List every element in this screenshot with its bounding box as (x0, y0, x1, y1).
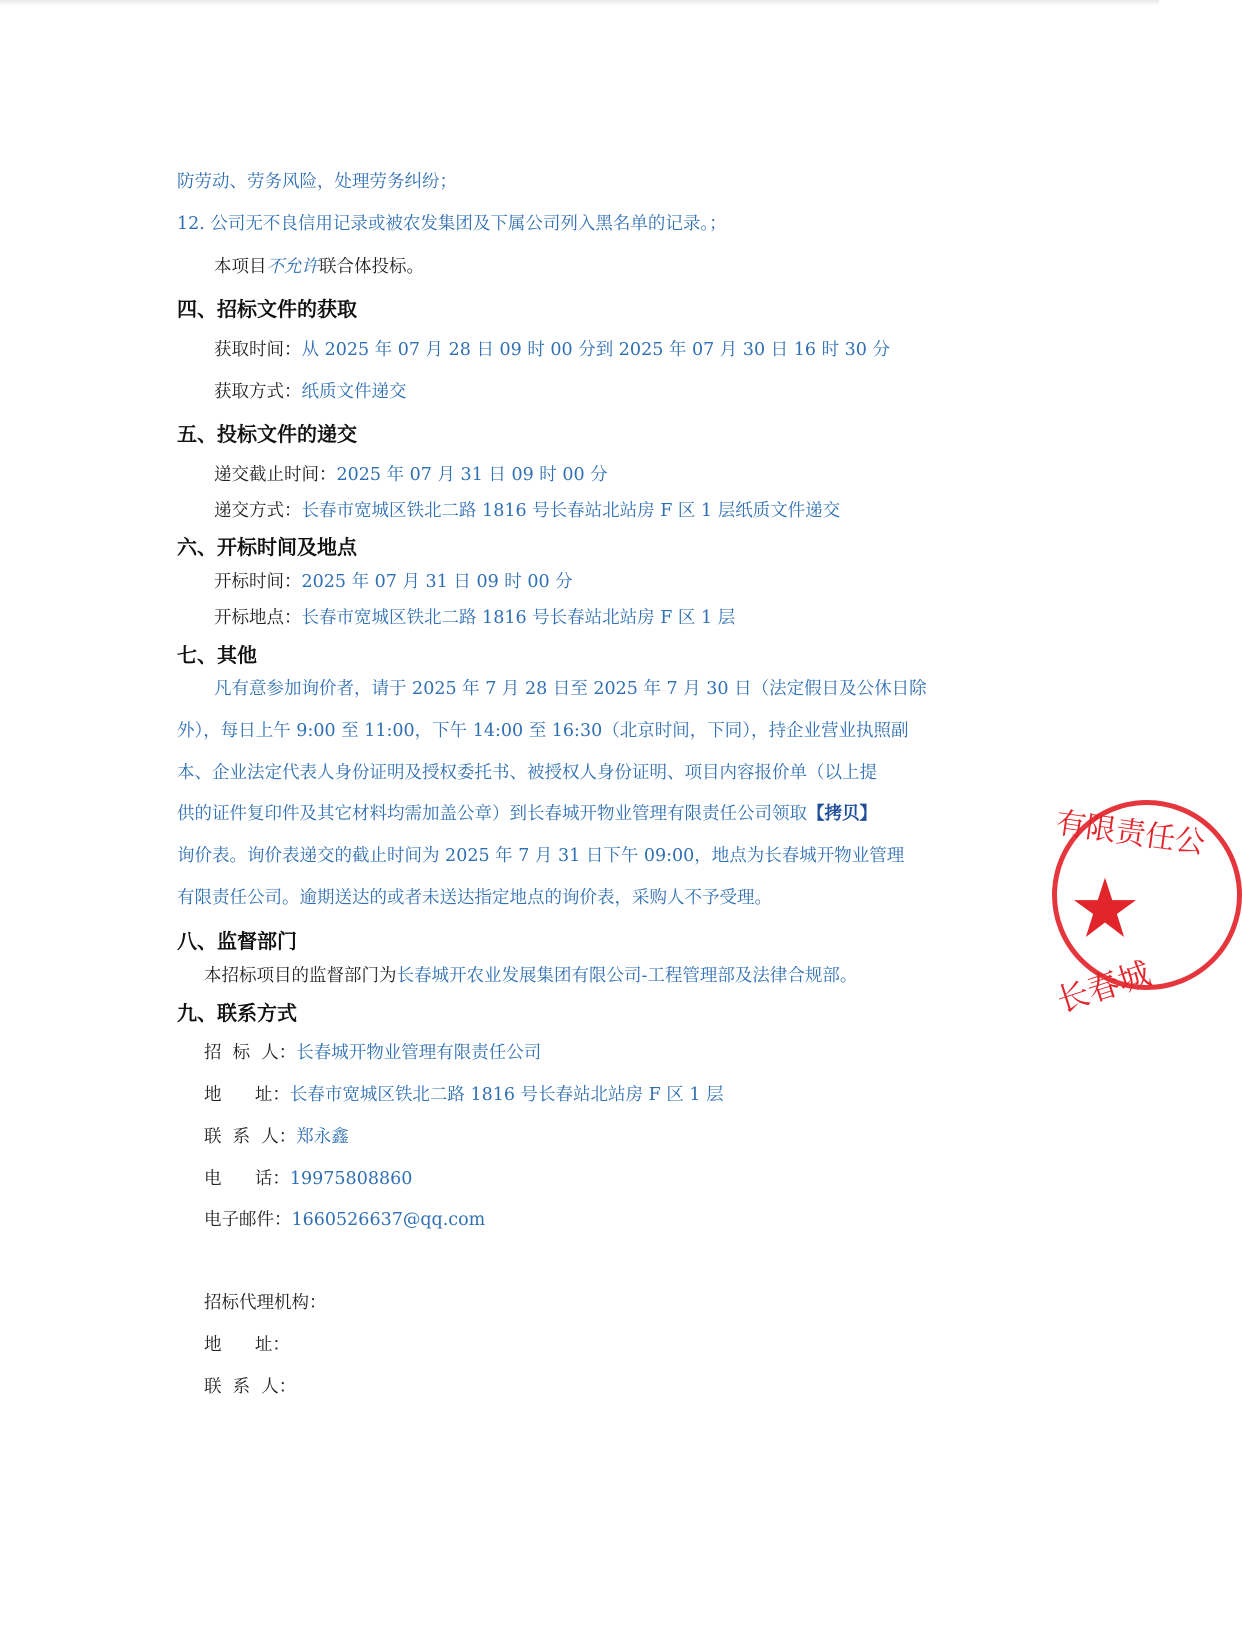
agency-address-label: 地 址： (204, 1335, 290, 1355)
obtain-time-value: 从 2025 年 07 月 28 日 09 时 00 分到 2025 年 07 月 30 日 16 时 30 分 (301, 340, 890, 360)
opening-place-label: 开标地点： (214, 608, 302, 628)
obtain-method-row (214, 380, 407, 404)
submit-method-value: 长春市宽城区铁北二路 1816 号长春站北站房 F 区 1 层纸质文件递交 (301, 501, 841, 521)
email-row (204, 1208, 485, 1232)
other-para-line-1: 凡有意参加询价者，请于 2025 年 7 月 28 日至 2025 年 7 月 30 日（法定假日及公休日除 (214, 679, 927, 699)
submit-method-row (214, 499, 840, 523)
supervision-row (204, 964, 857, 988)
agency-contact-label: 联 系 人： (204, 1377, 297, 1397)
opening-time-label: 开标时间： (214, 572, 302, 592)
address-label: 地 址： (204, 1085, 290, 1105)
other-para-line-3: 本、企业法定代表人身份证明及授权委托书、被授权人身份证明、项目内容报价单（以上提 (177, 763, 877, 783)
supervision-value: 长春城开农业发展集团有限公司-工程管理部及法律合规部。 (396, 966, 858, 986)
phone-value: 19975808860 (289, 1169, 413, 1189)
requirement-12-text: 12. 公司无不良信用记录或被农发集团及下属公司列入黑名单的记录。； (177, 214, 727, 234)
phone-label: 电 话： (204, 1169, 290, 1189)
obtain-method-value: 纸质文件递交 (301, 382, 407, 402)
opening-time-value: 2025 年 07 月 31 日 09 时 00 分 (301, 572, 573, 592)
company-seal-top-text: 有限责任公 (1053, 805, 1208, 862)
contact-row (204, 1125, 349, 1149)
supervision-prefix: 本招标项目的监督部门为 (204, 966, 397, 986)
copy-bracket: 【拷贝】 (807, 804, 877, 824)
opening-place-row (214, 606, 735, 630)
section-6-heading: 六、开标时间及地点 (177, 535, 357, 559)
other-para-line-5: 询价表。询价表递交的截止时间为 2025 年 7 月 31 日下午 09:00，地点为长春城开物业管理 (177, 846, 905, 866)
obtain-time-label: 获取时间： (214, 340, 302, 360)
section-4-heading: 四、招标文件的获取 (177, 297, 357, 321)
bidder-label: 招 标 人： (204, 1043, 297, 1063)
email-value: 1660526637@qq.com (291, 1210, 486, 1230)
submit-deadline-label: 递交截止时间： (214, 465, 337, 485)
consortium-suffix: 联合体投标。 (319, 257, 424, 277)
continuation-line (177, 170, 457, 194)
section-5-heading: 五、投标文件的递交 (177, 422, 357, 446)
phone-row (204, 1167, 412, 1191)
section-9-heading: 九、联系方式 (177, 1001, 297, 1025)
address-row (204, 1083, 724, 1107)
opening-time-row (214, 570, 573, 594)
section-7-heading: 七、其他 (177, 643, 257, 667)
other-para-line-2: 外），每日上午 9:00 至 11:00，下午 14:00 至 16:30（北京时间，下同），持企业营业执照副 (177, 721, 909, 741)
bidder-row (204, 1041, 541, 1065)
company-seal-bottom-text: 长春城 (1052, 953, 1156, 1020)
section-8-heading: 八、监督部门 (177, 929, 297, 953)
opening-place-value: 长春市宽城区铁北二路 1816 号长春站北站房 F 区 1 层 (301, 608, 736, 628)
consortium-statement (214, 255, 424, 279)
obtain-method-label: 获取方式： (214, 382, 302, 402)
address-value: 长春市宽城区铁北二路 1816 号长春站北站房 F 区 1 层 (289, 1085, 724, 1105)
consortium-emphasis: 不允许 (266, 257, 319, 277)
consortium-prefix: 本项目 (214, 257, 267, 277)
agency-label: 招标代理机构： (204, 1293, 327, 1313)
obtain-time-row (214, 338, 890, 362)
submit-method-label: 递交方式： (214, 501, 302, 521)
submit-deadline-row (214, 463, 608, 487)
seal-star-icon (1072, 875, 1138, 941)
continuation-text: 防劳动、劳务风险，处理劳务纠纷； (177, 172, 457, 192)
email-label: 电子邮件： (204, 1210, 292, 1230)
page-top-edge (0, 0, 1159, 6)
other-para-line-4 (177, 802, 877, 826)
requirement-12 (177, 212, 727, 236)
contact-value: 郑永鑫 (296, 1127, 349, 1147)
contact-label: 联 系 人： (204, 1127, 297, 1147)
submit-deadline-value: 2025 年 07 月 31 日 09 时 00 分 (336, 465, 608, 485)
bidder-value: 长春城开物业管理有限责任公司 (296, 1043, 542, 1063)
other-para-line-4-text: 供的证件复印件及其它材料均需加盖公章）到长春城开物业管理有限责任公司领取 (177, 804, 807, 824)
other-para-line-6: 有限责任公司。逾期送达的或者未送达指定地点的询价表，采购人不予受理。 (177, 888, 772, 908)
